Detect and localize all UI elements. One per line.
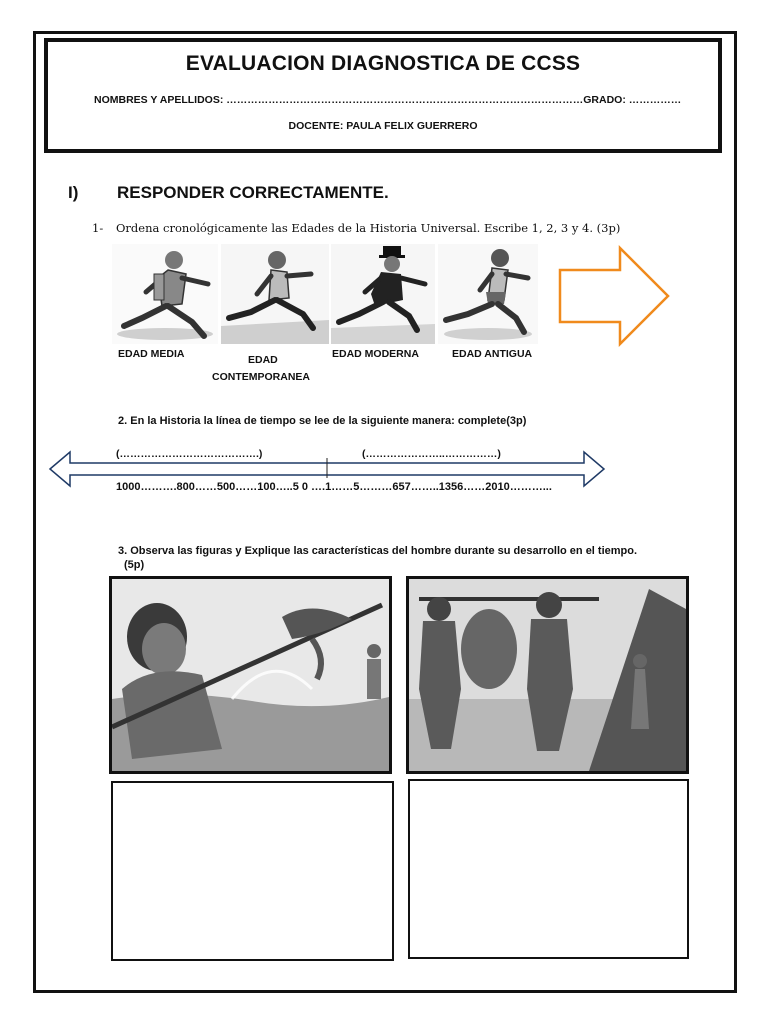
answer-box-left[interactable] (111, 781, 394, 961)
label-edad-contemporanea-1: EDAD (248, 354, 278, 366)
section-title: RESPONDER CORRECTAMENTE. (117, 183, 389, 202)
label-edad-moderna: EDAD MODERNA (332, 348, 419, 360)
teacher-line: DOCENTE: PAULA FELIX GUERRERO (288, 120, 478, 132)
header-box (44, 38, 722, 153)
section-number: I) (68, 183, 79, 202)
question-3-points: (5p) (124, 559, 145, 571)
modern-runner-figure (331, 244, 435, 344)
question-3-text: 3. Observa las figuras y Explique las características del hombre durante su desarrollo en el tiempo. (118, 545, 638, 557)
label-edad-antigua: EDAD ANTIGUA (452, 348, 533, 360)
timeline-blank-left: (………………………………….) (116, 448, 263, 460)
timeline-blank-right: (…………………..……………) (362, 448, 501, 460)
question-1-number: 1- (92, 221, 104, 235)
hunters-image (406, 576, 689, 774)
question-1-text: Ordena cronológicamente las Edades de la Historia Universal. Escribe 1, 2, 3 y 4. (3p) (116, 221, 621, 235)
label-edad-media: EDAD MEDIA (118, 348, 185, 360)
ancient-runner-figure (438, 244, 538, 344)
question-1 (92, 221, 620, 235)
right-arrow-icon (556, 244, 674, 350)
question-3 (118, 544, 718, 572)
question-2-text: 2. En la Historia la línea de tiempo se lee de la siguiente manera: complete(3p) (118, 415, 527, 427)
answer-box-right[interactable] (408, 779, 689, 959)
page-title: EVALUACION DIAGNOSTICA DE CCSS (185, 52, 581, 75)
names-grade-line: NOMBRES Y APELLIDOS: …………………………………………………………………………………………GRADO: …………… (94, 94, 682, 106)
medieval-runner-figure (112, 244, 218, 344)
contemporary-runner-figure (221, 244, 329, 344)
fishing-caveman-image (109, 576, 392, 774)
label-edad-contemporanea-2: CONTEMPORANEA (212, 371, 311, 383)
timeline-years: 1000……….800……500……100…..5 0 ….1……5………657……..1356……2010………... (116, 481, 552, 493)
